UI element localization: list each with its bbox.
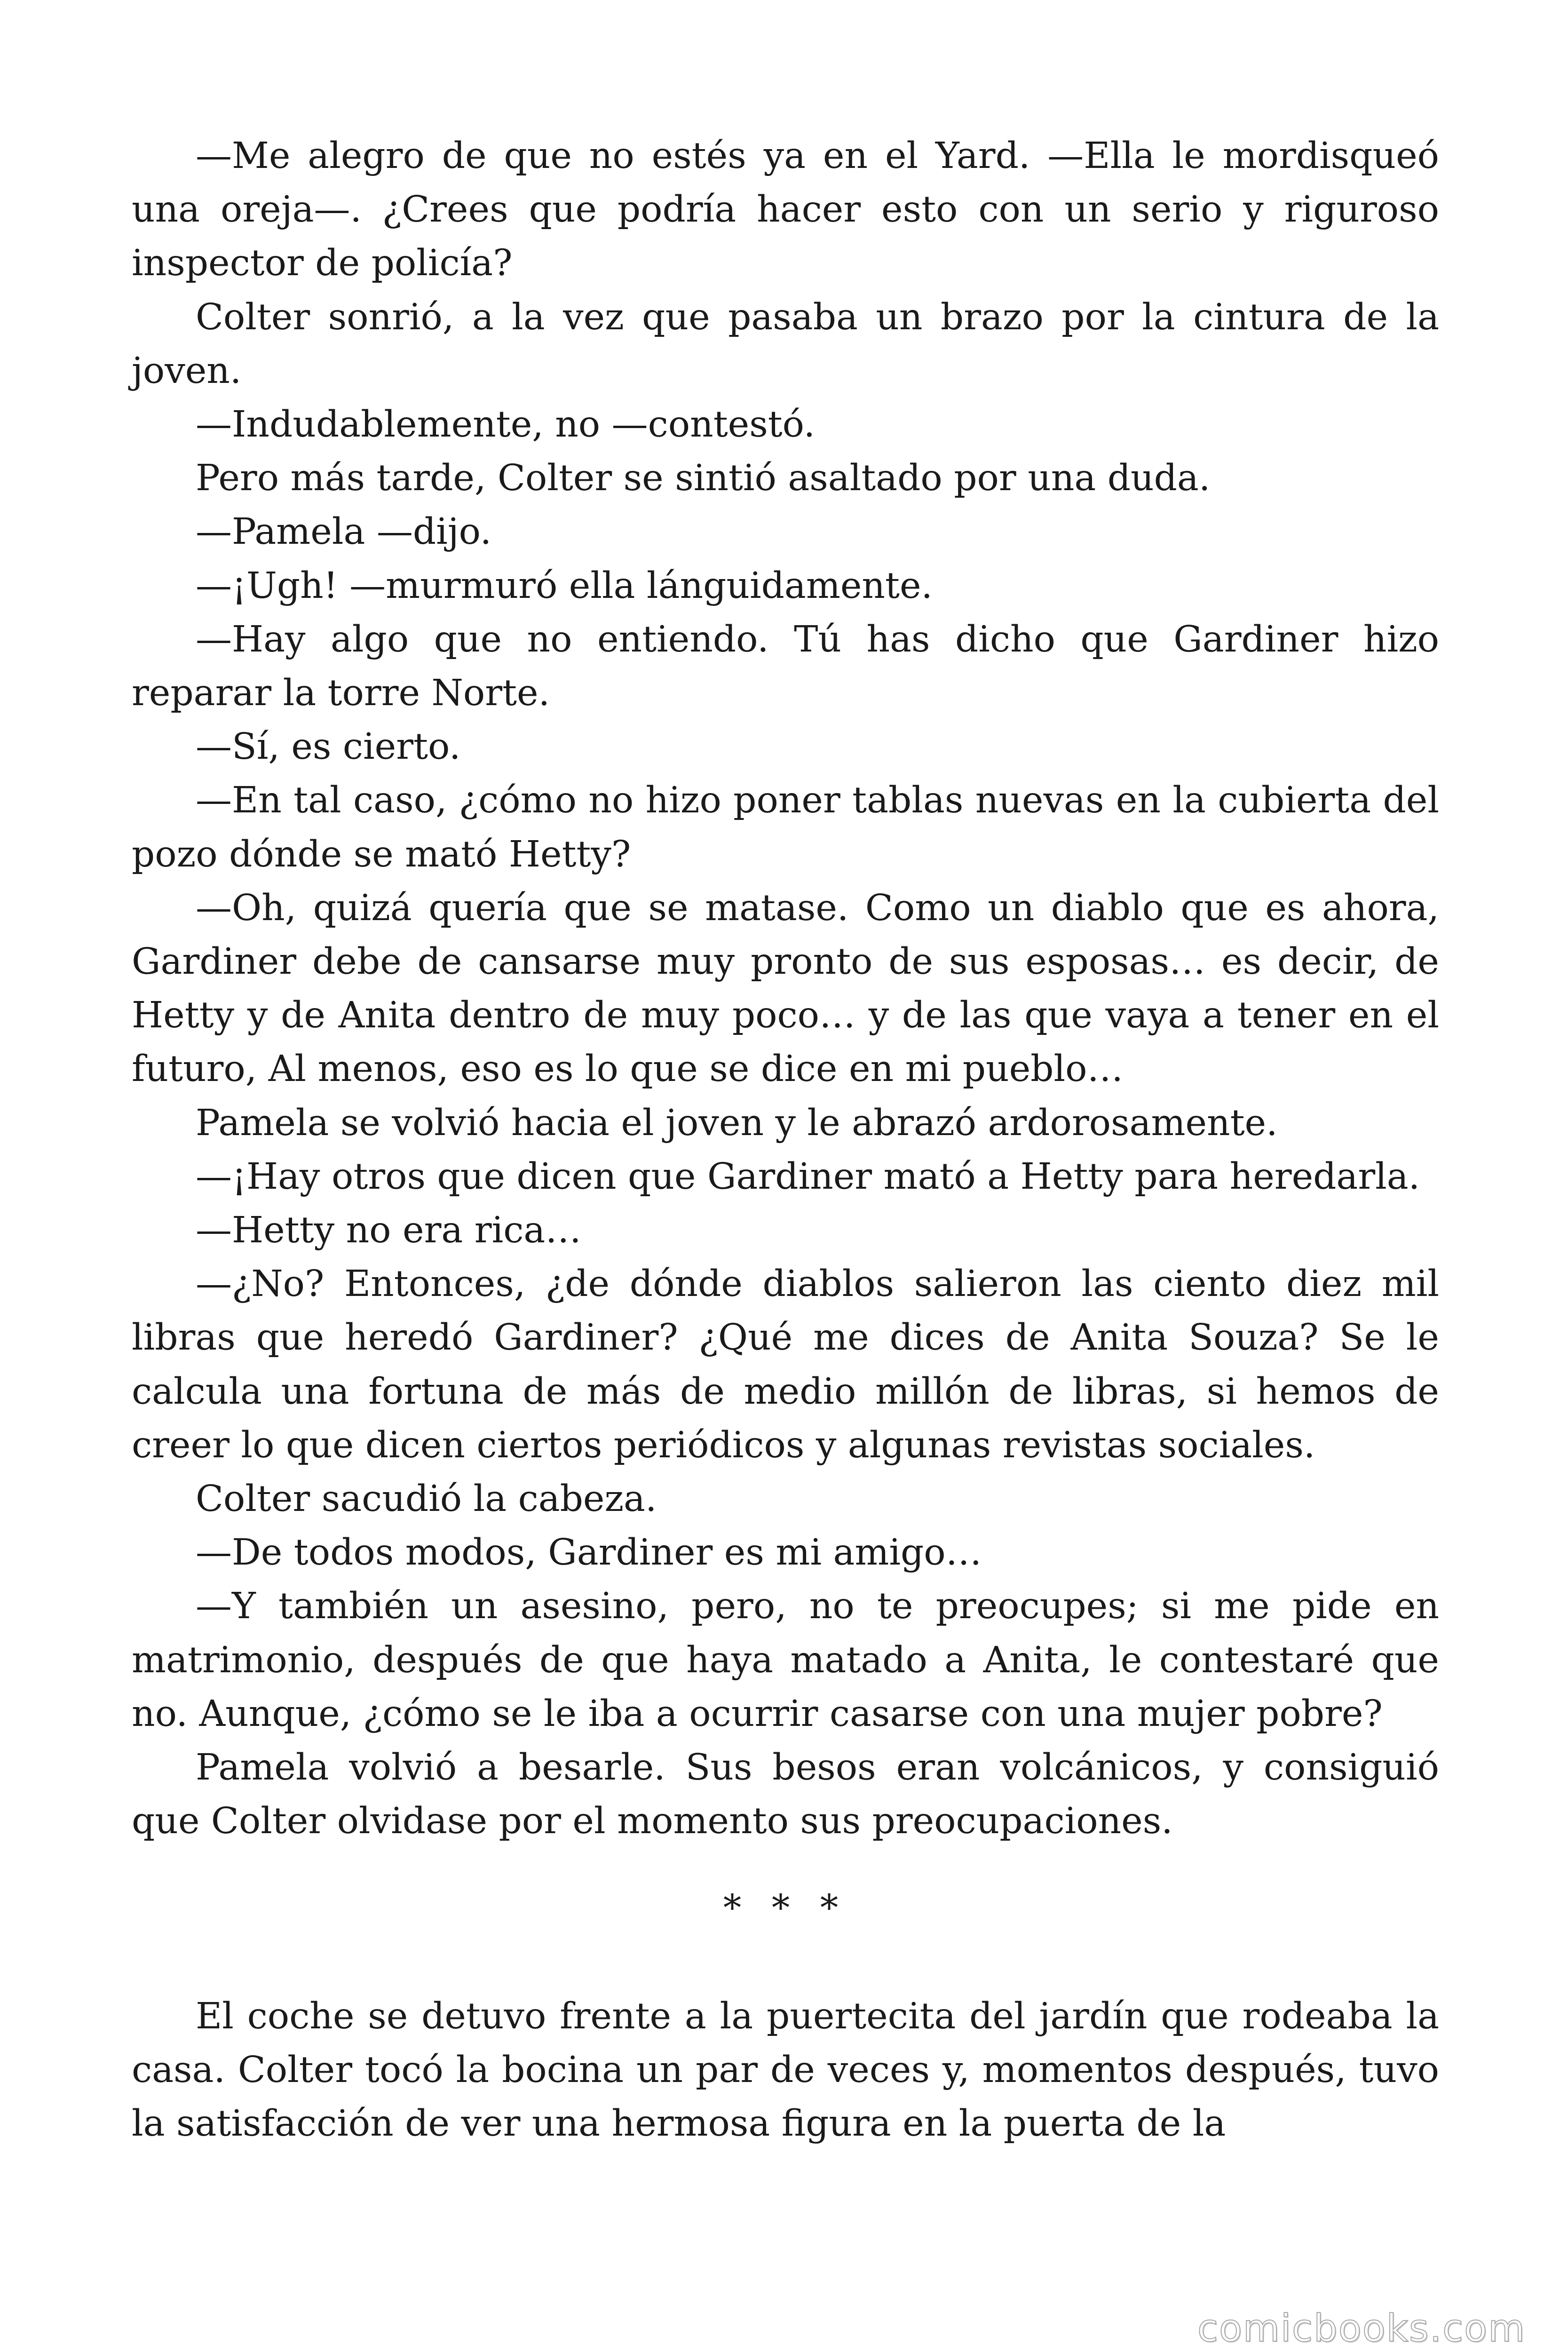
watermark: comicbooks.com <box>1197 2306 1526 2350</box>
paragraph: —¿No? Entonces, ¿de dónde diablos salieron las ciento diez mil libras que heredó Gardiner? ¿Qué me dices de Anita Souza? Se le calcula una fortuna de más de medio millón de libras, si hemos de creer lo que dicen ciertos periódicos y algunas revistas sociales. <box>132 1263 1439 1466</box>
paragraph: —De todos modos, Gardiner es mi amigo… <box>196 1532 982 1574</box>
paragraph: —¡Ugh! —murmuró ella lánguidamente. <box>196 564 933 607</box>
paragraph: —Sí, es cierto. <box>196 726 461 768</box>
paragraph: —Pamela —dijo. <box>196 511 492 553</box>
book-page <box>132 129 1439 2151</box>
paragraph: Pero más tarde, Colter se sintió asaltado por una duda. <box>196 457 1211 500</box>
paragraph: —Hay algo que no entiendo. Tú has dicho que Gardiner hizo reparar la torre Norte. <box>132 618 1439 715</box>
paragraph: —Oh, quizá quería que se matase. Como un diablo que es ahora, Gardiner debe de cansarse muy pronto de sus esposas… es decir, de Hetty y de Anita dentro de muy poco… y de las que vaya a tener en el futuro, Al menos, eso es lo que se dice en mi pueblo… <box>132 887 1439 1090</box>
section-separator: * * * <box>723 1887 848 1929</box>
paragraph: —En tal caso, ¿cómo no hizo poner tablas nuevas en la cubierta del pozo dónde se mató Hetty? <box>132 779 1439 875</box>
paragraph: —Hetty no era rica… <box>196 1209 582 1252</box>
paragraph: —Me alegro de que no estés ya en el Yard. —Ella le mordisqueó una oreja—. ¿Crees que podría hacer esto con un serio y riguroso inspector de policía? <box>132 135 1439 285</box>
paragraph: Colter sonrió, a la vez que pasaba un brazo por la cintura de la joven. <box>132 296 1439 392</box>
paragraph: —Indudablemente, no —contestó. <box>196 404 816 446</box>
paragraph: Colter sacudió la cabeza. <box>196 1478 657 1520</box>
paragraph: El coche se detuvo frente a la puertecita del jardín que rodeaba la casa. Colter tocó la bocina un par de veces y, momentos después, tuvo la satisfacción de ver una hermosa figura en la puerta de la <box>132 1995 1439 2145</box>
paragraph: —¡Hay otros que dicen que Gardiner mató a Hetty para heredarla. <box>196 1155 1420 1198</box>
paragraph: Pamela volvió a besarle. Sus besos eran volcánicos, y consiguió que Colter olvidase por el momento sus preocupaciones. <box>132 1747 1439 1843</box>
paragraph: —Y también un asesino, pero, no te preocupes; si me pide en matrimonio, después de que haya matado a Anita, le contestaré que no. Aunque, ¿cómo se le iba a ocurrir casarse con una mujer pobre? <box>132 1585 1439 1735</box>
paragraph: Pamela se volvió hacia el joven y le abrazó ardorosamente. <box>196 1102 1278 1144</box>
